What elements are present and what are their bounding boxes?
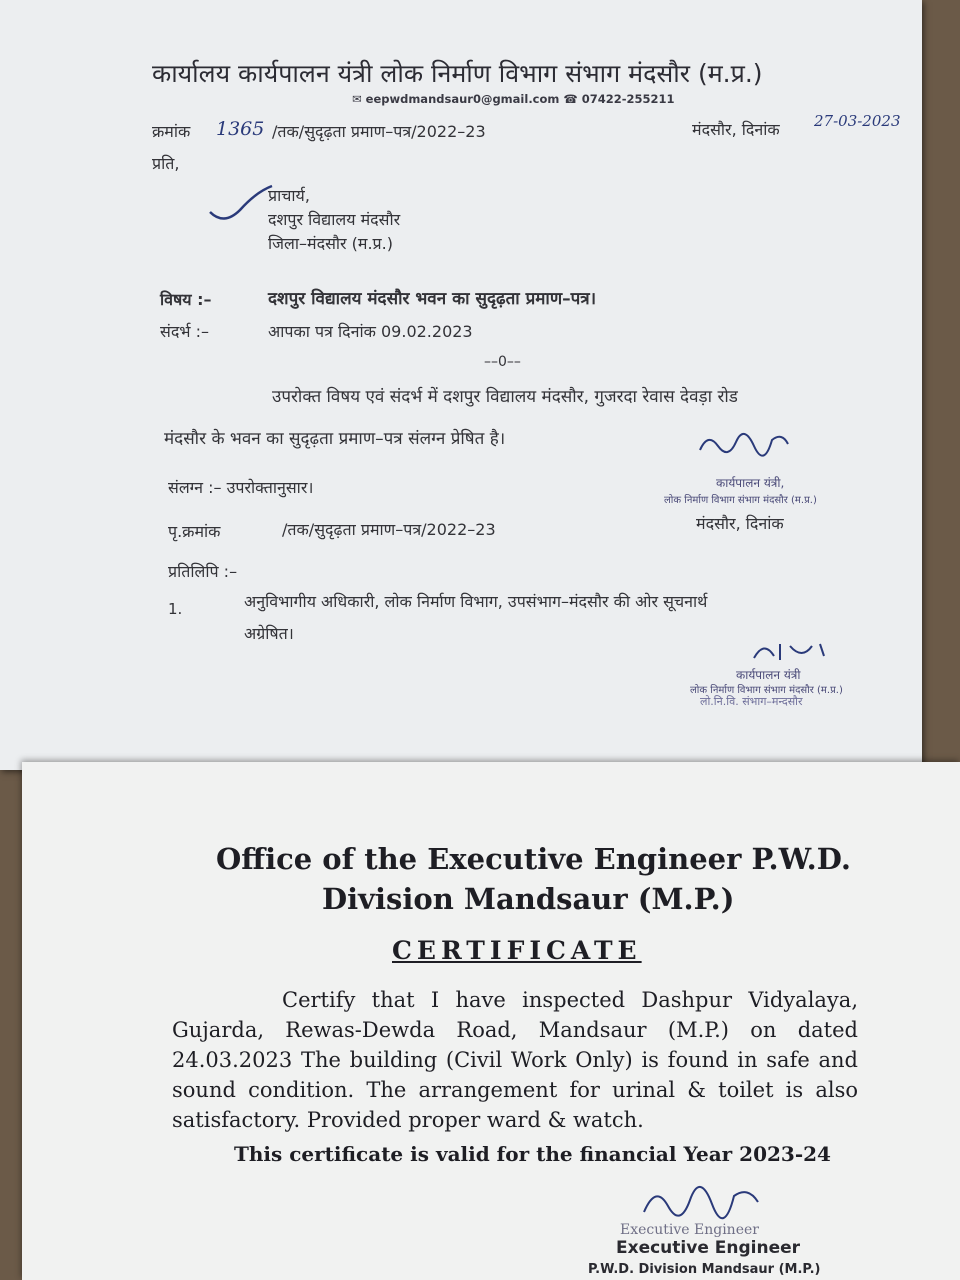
signature-2 [750, 638, 840, 666]
tick-mark-icon [200, 186, 280, 226]
ref-label: क्रमांक [152, 122, 191, 141]
seal2-stamp: लो.नि.वि. संभाग–मन्दसौर [700, 695, 803, 708]
enclosure: संलग्न :– उपरोक्तानुसार। [168, 478, 314, 497]
validity-statement: This certificate is valid for the financial Year 2023-24 [234, 1142, 831, 1166]
cert-para-line-4: sound condition. The arrangement for urinal & toilet is also [172, 1078, 858, 1102]
subject-text: दशपुर विद्यालय मंदसौर भवन का सुदृढ़ता प्रमाण–पत्र। [268, 289, 597, 309]
copy-item-line-1: अनुविभागीय अधिकारी, लोक निर्माण विभाग, उपसंभाग–मंदसौर की ओर सूचनार्थ [244, 592, 708, 611]
cert-para-line-5: satisfactory. Provided proper ward & watch. [172, 1108, 644, 1132]
office-title-line-2: Division Mandsaur (M.P.) [322, 882, 735, 916]
body-line-2: मंदसौर के भवन का सुदृढ़ता प्रमाण–पत्र संलग्न प्रेषित है। [164, 429, 506, 449]
seal2-title: कार्यपालन यंत्री [736, 668, 801, 682]
place-date-label: मंदसौर, दिनांक [692, 120, 780, 139]
seal2-org: लोक निर्माण विभाग संभाग मंदसौर (म.प्र.) [690, 685, 843, 696]
reference-label: संदर्भ :– [160, 322, 210, 341]
ref-text: /तक/सुदृढ़ता प्रमाण–पत्र/2022–23 [272, 122, 486, 141]
body-line-1: उपरोक्त विषय एवं संदर्भ में दशपुर विद्यालय मंदसौर, गुजरदा रेवास देवड़ा रोड [272, 387, 738, 407]
stamp-faint: Executive Engineer [620, 1222, 759, 1238]
cert-para-line-1: Certify that I have inspected Dashpur Vidyalaya, [282, 988, 858, 1012]
ref-number-handwritten: 1365 [216, 118, 265, 140]
certificate-sheet [22, 762, 960, 1280]
letterhead-title: कार्यालय कार्यपालन यंत्री लोक निर्माण विभाग संभाग मंदसौर (म.प्र.) [152, 59, 763, 88]
separator: ––0–– [484, 354, 521, 370]
cert-para-line-3: 24.03.2023 The building (Civil Work Only) is found in safe and [172, 1048, 858, 1072]
signature-3 [638, 1180, 768, 1220]
reference-text: आपका पत्र दिनांक 09.02.2023 [268, 322, 473, 341]
cert-para-line-2: Gujarda, Rewas-Dewda Road, Mandsaur (M.P.) on dated [172, 1018, 858, 1042]
recipient-line-1: प्राचार्य, [268, 186, 310, 205]
office-title-line-1: Office of the Executive Engineer P.W.D. [216, 842, 851, 876]
copy-item-line-2: अग्रेषित। [244, 624, 294, 643]
sign-org: P.W.D. Division Mandsaur (M.P.) [588, 1262, 821, 1277]
copy-item-number: 1. [168, 600, 183, 618]
endorse-place-date: मंदसौर, दिनांक [696, 514, 784, 533]
to-label: प्रति, [152, 154, 180, 173]
recipient-line-3: जिला–मंदसौर (म.प्र.) [268, 234, 393, 253]
copy-label: प्रतिलिपि :– [168, 562, 238, 581]
recipient-line-2: दशपुर विद्यालय मंदसौर [268, 210, 401, 229]
subject-label: विषय :– [160, 290, 212, 309]
letterhead-contact: ✉ eepwdmandsaur0@gmail.com ☎ 07422-255211 [352, 92, 675, 106]
date-handwritten: 27-03-2023 [814, 112, 901, 130]
seal1-title: कार्यपालन यंत्री, [716, 476, 785, 490]
signature-1 [696, 428, 796, 458]
certificate-title: CERTIFICATE [392, 936, 642, 965]
seal1-org: लोक निर्माण विभाग संभाग मंदसौर (म.प्र.) [664, 495, 817, 506]
sign-title: Executive Engineer [616, 1238, 801, 1258]
endorse-text: /तक/सुदृढ़ता प्रमाण–पत्र/2022–23 [282, 520, 496, 539]
endorse-label: पृ.क्रमांक [168, 522, 221, 541]
